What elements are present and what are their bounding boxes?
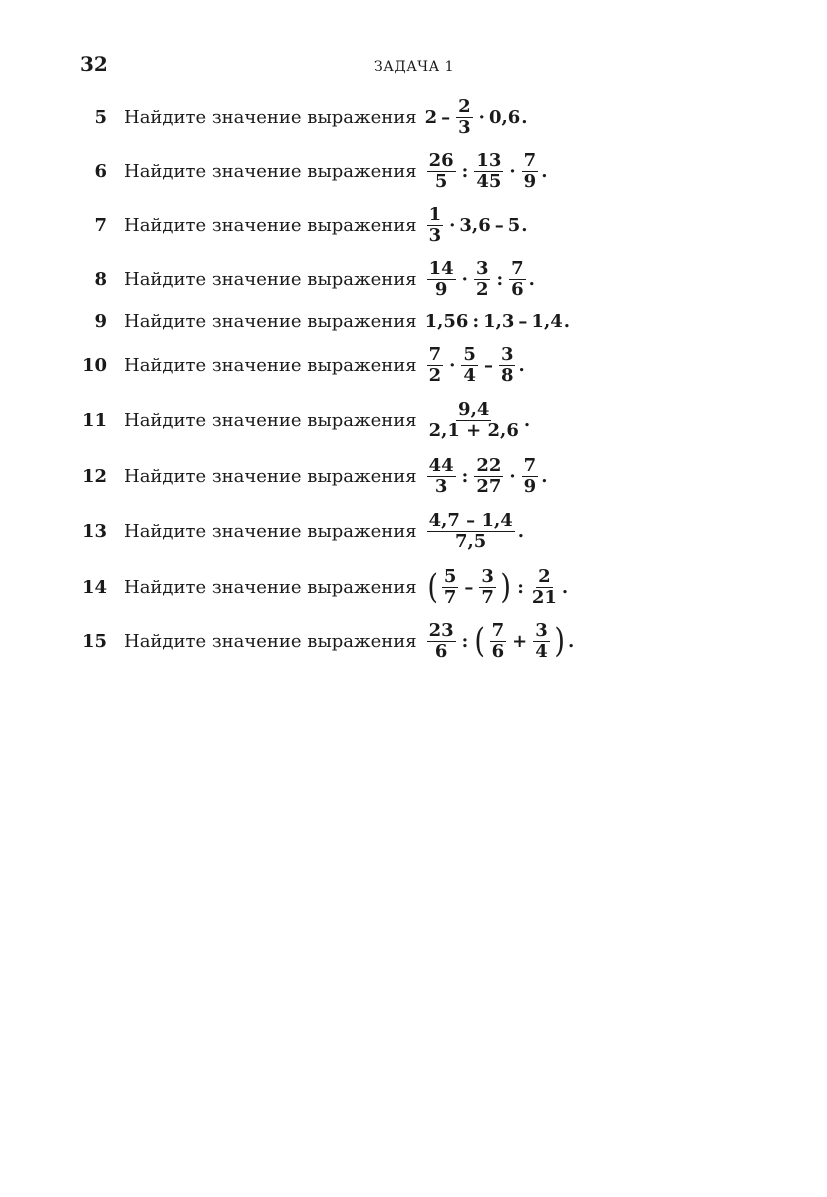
fraction-numerator: 9,4 [458, 398, 490, 420]
fraction-numerator: 5 [463, 343, 476, 365]
problem-number: 8 [94, 268, 107, 290]
problem-13 [0, 504, 827, 558]
math-expression: $\frac{9,4}{2,1 + 2,6}$ . [428, 398, 531, 441]
fraction-denominator: 7 [481, 586, 494, 608]
fraction-denominator: 7,5 [455, 530, 487, 552]
page-number: 32 [80, 52, 108, 76]
problem-statement: Найдите значение выражения [124, 160, 417, 182]
math-term: 3,6 [459, 214, 491, 236]
problem-14 [0, 560, 827, 614]
math-operator: · [461, 268, 468, 290]
fraction [474, 454, 503, 497]
math-operator: – [464, 576, 474, 598]
fraction-numerator: 2 [538, 565, 551, 587]
fraction-denominator: 2,1 + 2,6 [428, 419, 519, 441]
math-operator: – [494, 214, 504, 236]
fraction [427, 398, 521, 441]
problem-12 [0, 449, 827, 503]
math-operator: : [517, 576, 524, 598]
problem-15 [0, 614, 827, 668]
problem-number: 15 [81, 630, 107, 652]
fraction-numerator: 1 [428, 203, 442, 225]
problem-7 [0, 198, 827, 252]
problem-5 [0, 90, 827, 144]
math-expression: $\frac{7}{2}$ · $\frac{5}{4}$ – $\frac{3}{8}$ . [428, 343, 525, 386]
fraction-denominator: 3 [428, 224, 442, 246]
math-expression: $\frac{14}{9}$ · $\frac{3}{2}$ : $\frac{7}{6}$ . [428, 257, 535, 300]
math-term: 2 [424, 106, 438, 128]
math-operator: – [483, 354, 493, 376]
fraction-numerator: 7 [428, 343, 442, 365]
fraction [509, 257, 526, 300]
math-operator: : [472, 310, 480, 332]
problem-statement: Найдите значение выражения [124, 630, 417, 652]
problem-statement: Найдите значение выражения [124, 268, 417, 290]
math-operator: · [449, 354, 456, 376]
fraction [442, 565, 459, 608]
fraction [499, 343, 516, 386]
fraction [427, 619, 456, 662]
fraction-denominator: 45 [476, 170, 502, 192]
fraction [522, 149, 539, 192]
math-term: 1,4 [531, 310, 563, 332]
math-operator: : [461, 160, 469, 182]
problem-11 [0, 393, 827, 447]
fraction-denominator: 6 [434, 640, 448, 662]
problem-statement: Найдите значение выражения [124, 465, 417, 487]
problem-number: 11 [81, 409, 107, 431]
fraction [427, 257, 456, 300]
math-term: 5 [507, 214, 521, 236]
problem-6 [0, 144, 827, 198]
math-expression: $\frac{23}{6}$ : ( $\frac{7}{6}$ + $\frac{3}{4}$ ) . [428, 619, 575, 662]
fraction [522, 454, 539, 497]
fraction [530, 565, 559, 608]
fraction-numerator: 23 [428, 619, 454, 641]
math-operator: · [509, 160, 516, 182]
fraction-denominator: 7 [443, 586, 457, 608]
fraction [474, 257, 491, 300]
math-operator: · [478, 106, 485, 128]
fraction-numerator: 3 [500, 343, 514, 365]
fraction [533, 619, 550, 662]
problem-number: 12 [81, 465, 107, 487]
fraction-denominator: 27 [476, 475, 502, 497]
problem-10 [0, 338, 827, 392]
fraction-numerator: 13 [476, 149, 502, 171]
close-parenthesis: ) [554, 621, 565, 661]
problem-number: 14 [81, 576, 107, 598]
problem-number: 7 [94, 214, 107, 236]
math-expression: $\frac{26}{5}$ : $\frac{13}{45}$ · $\frac{7}{9}$ . [428, 149, 548, 192]
fraction [461, 343, 478, 386]
math-operator: : [461, 630, 469, 652]
math-operator: · [449, 214, 456, 236]
fraction-denominator: 9 [523, 170, 537, 192]
header-title: ЗАДАЧА 1 [374, 59, 455, 75]
open-parenthesis: ( [426, 567, 438, 607]
fraction [479, 565, 496, 608]
math-operator: – [441, 106, 451, 128]
math-operator: : [461, 465, 469, 487]
math-expression: 2 – $\frac{2}{3}$ · 0,6 . [424, 95, 528, 138]
fraction-denominator: 6 [491, 640, 505, 662]
problem-statement: Найдите значение выражения [124, 354, 417, 376]
fraction-denominator: 2 [475, 278, 489, 300]
fraction-denominator: 6 [511, 278, 524, 300]
fraction-denominator: 5 [434, 170, 448, 192]
math-operator: + [512, 630, 528, 652]
problem-statement: Найдите значение выражения [124, 520, 417, 542]
fraction [490, 619, 507, 662]
fraction-denominator: 2 [428, 364, 442, 386]
fraction [427, 203, 444, 246]
fraction-denominator: 9 [434, 278, 448, 300]
fraction-numerator: 4,7 – 1,4 [428, 509, 513, 531]
fraction-denominator: 9 [523, 475, 537, 497]
problem-number: 6 [94, 160, 107, 182]
math-operator: · [509, 465, 516, 487]
math-operator: : [496, 268, 504, 290]
problem-number: 13 [81, 520, 107, 542]
fraction-numerator: 7 [523, 149, 537, 171]
fraction-denominator: 21 [531, 586, 557, 608]
problem-statement: Найдите значение выражения [124, 106, 417, 128]
close-parenthesis: ) [500, 567, 511, 607]
problem-statement: Найдите значение выражения [124, 310, 417, 332]
fraction-denominator: 4 [535, 640, 548, 662]
problem-statement: Найдите значение выражения [124, 576, 417, 598]
problem-statement: Найдите значение выражения [124, 214, 417, 236]
fraction-numerator: 7 [523, 454, 537, 476]
fraction [474, 149, 503, 192]
fraction-denominator: 3 [458, 116, 471, 138]
math-expression: ( $\frac{5}{7}$ – $\frac{3}{7}$ ) : $\frac{2}{21}$ . [426, 565, 569, 608]
open-parenthesis: ( [474, 621, 486, 661]
fraction-numerator: 14 [428, 257, 454, 279]
fraction [427, 454, 456, 497]
fraction-numerator: 2 [458, 95, 471, 117]
fraction-denominator: 8 [500, 364, 514, 386]
math-operator: – [518, 310, 528, 332]
fraction-denominator: 4 [463, 364, 476, 386]
math-term: 1,56 [424, 310, 469, 332]
math-expression: $\frac{1}{3}$ · 3,6 – 5 . [428, 203, 528, 246]
fraction-denominator: 3 [434, 475, 448, 497]
fraction-numerator: 3 [535, 619, 548, 641]
problem-number: 9 [94, 310, 107, 332]
math-term: 0,6 [488, 106, 521, 128]
fraction [427, 343, 444, 386]
fraction-numerator: 26 [428, 149, 454, 171]
problem-number: 10 [81, 354, 107, 376]
fraction-numerator: 7 [511, 257, 524, 279]
fraction-numerator: 3 [475, 257, 489, 279]
problem-statement: Найдите значение выражения [124, 409, 417, 431]
fraction-numerator: 44 [428, 454, 454, 476]
fraction-numerator: 22 [476, 454, 502, 476]
fraction-numerator: 3 [481, 565, 494, 587]
fraction-numerator: 5 [443, 565, 457, 587]
problem-number: 5 [94, 106, 107, 128]
fraction [427, 509, 515, 552]
math-term: 1,3 [483, 310, 515, 332]
math-expression: $\frac{44}{3}$ : $\frac{22}{27}$ · $\frac{7}{9}$ . [428, 454, 548, 497]
fraction-numerator: 7 [491, 619, 505, 641]
fraction [427, 149, 456, 192]
fraction [456, 95, 473, 138]
math-expression: $\frac{4,7 - 1,4}{7,5}$ . [428, 509, 525, 552]
math-expression: 1,56 : 1,3 – 1,4 . [424, 310, 571, 332]
